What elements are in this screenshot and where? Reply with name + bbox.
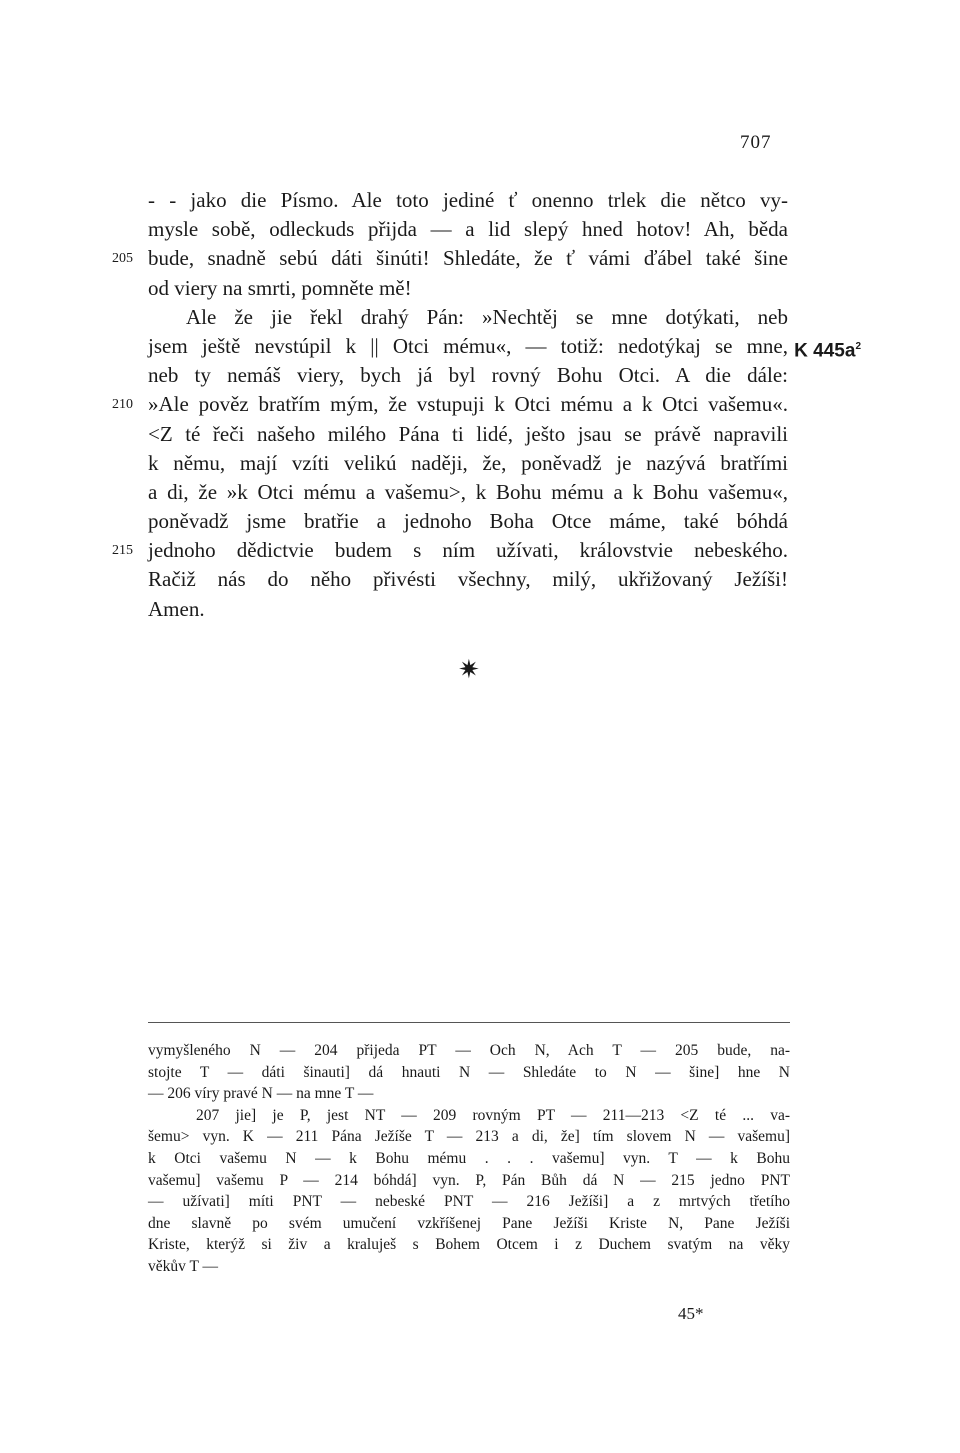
apparatus-line: vymyšleného N — 204 přijeda PT — Och N, Ach T — 205 bude, na- bbox=[148, 1042, 790, 1059]
apparatus-line: stojte T — dáti šinauti] dá hnauti N — Shledáte to N — šine] hne N bbox=[148, 1063, 790, 1081]
text-line: - - jako die Písmo. Ale toto jediné ť onenno trlek die nětco vy- bbox=[148, 188, 788, 212]
critical-apparatus bbox=[148, 1040, 790, 1278]
text-line: neb ty nemáš viery, bych já byl rovný Bohu Otci. A die dále: bbox=[148, 363, 788, 388]
text-line: a di, že »k Otci mému a vašemu>, k Bohu mému a k Bohu vašemu«, bbox=[148, 479, 788, 504]
signature-mark: 45* bbox=[678, 1304, 704, 1323]
apparatus-line: Kriste, kterýž si živ a kraluješ s Bohem Otcem i z Duchem svatým na věky bbox=[148, 1236, 790, 1254]
text-line: Ale že jie řekl drahý Pán: »Nechtěj se mne dotýkati, neb bbox=[186, 304, 788, 329]
apparatus-line: — 206 víry pravé N — na mne T — bbox=[148, 1085, 374, 1103]
apparatus-line: šemu> vyn. K — 211 Pána Ježíše T — 213 a di, že] tím slovem N — vašemu] bbox=[148, 1128, 790, 1146]
star-ornament-icon: ✷ bbox=[458, 655, 480, 684]
text-line: jsem ještě nevstúpil k || Otci mému«, — totiž: nedotýkaj se mne, K $445a^2$ bbox=[148, 332, 788, 361]
text-line: od viery na smrti, pomněte mě! bbox=[148, 275, 412, 300]
text-line: Amen. bbox=[148, 596, 205, 621]
text-line: k němu, mají vzíti velikú naději, že, poněvadž je nazývá bratřími bbox=[148, 450, 788, 475]
margin-reference: K $445a^2$ bbox=[794, 340, 861, 362]
apparatus-line: 207 jie] je P, jest NT — 209 rovným PT — 211—213 <Z té ... va- bbox=[196, 1106, 790, 1124]
text-line: 205 bude, snadně sebú dáti šinúti! Shledáte, že ť vámi ďábel také šine bbox=[148, 244, 788, 273]
text-line: <Z té řeči našeho milého Pána ti lidé, ješto jsau se právě napravili bbox=[148, 421, 788, 446]
apparatus-line: k Otci vašemu N — k Bohu mému . . . vašemu] vyn. T — k Bohu bbox=[148, 1149, 790, 1167]
text-line: 210 »Ale pověz bratřím mým, že vstupuji k Otci mému a k Otci vašemu«. bbox=[148, 390, 788, 419]
apparatus-line: dne slavně po svém umučení vzkříšenej Pane Ježíši Kriste N, Pane Ježíši bbox=[148, 1214, 790, 1232]
footnote-divider bbox=[148, 1022, 790, 1023]
apparatus-line: — užívati] míti PNT — nebeské PNT — 216 Ježíši] a z mrtvých třetího bbox=[148, 1193, 790, 1211]
main-text bbox=[112, 186, 861, 624]
line-number: 210 bbox=[112, 397, 133, 413]
text-line: mysle sobě, odleckuds přijda — a lid slepý hned hotov! Ah, běda bbox=[148, 217, 788, 242]
apparatus-line: věkův T — bbox=[148, 1257, 219, 1275]
apparatus-line: vašemu] vašemu P — 214 bóhdá] vyn. P, Pán Bůh dá N — 215 jedno PNT bbox=[148, 1171, 790, 1189]
text-line: 215 jednoho dědictvie budem s ním užívati, královstvie nebeského. bbox=[148, 536, 788, 565]
line-number: 215 bbox=[112, 543, 133, 559]
text-line: Račiž nás do něho přivésti všechny, milý, ukřižovaný Ježíši! bbox=[148, 567, 788, 592]
line-number: 205 bbox=[112, 251, 133, 267]
text-line: poněvadž jsme bratřie a jednoho Boha Otce máme, také bóhdá bbox=[148, 509, 788, 534]
page-number: 707 bbox=[740, 132, 772, 153]
